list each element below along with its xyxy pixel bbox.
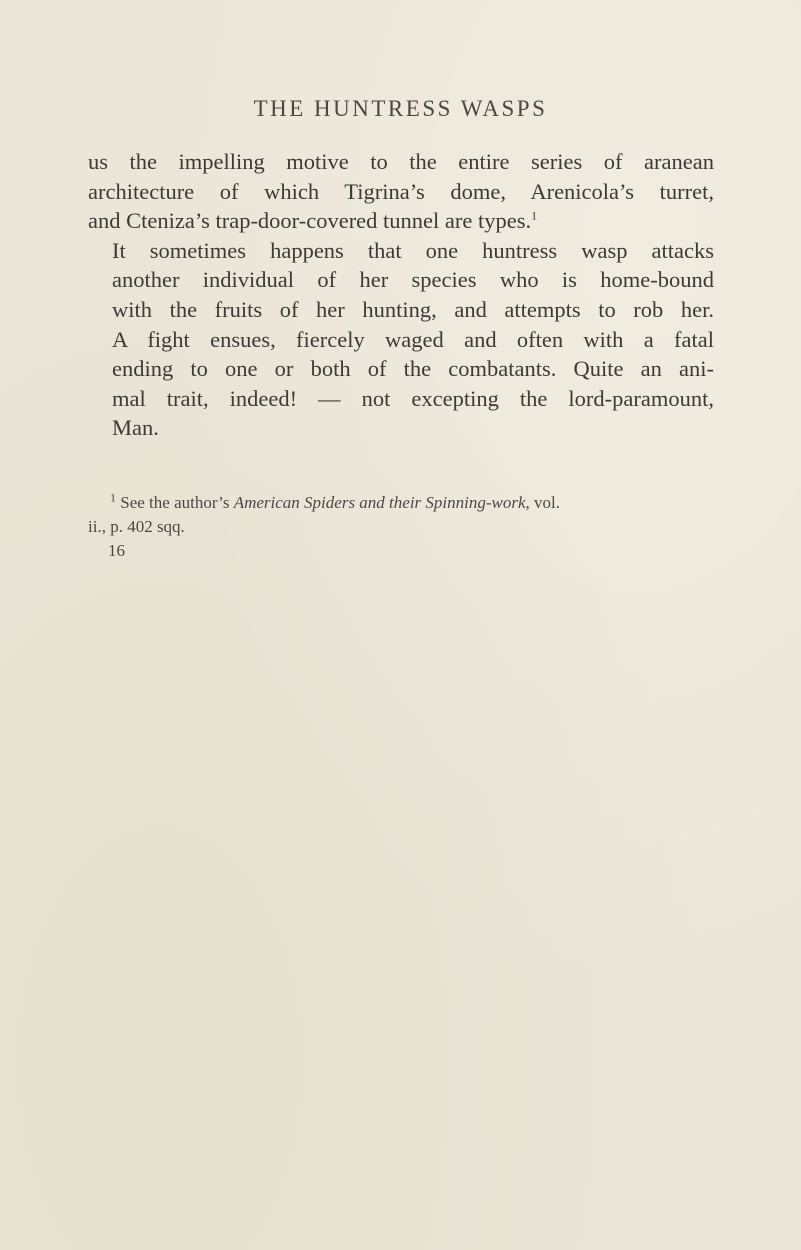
paragraph-2-line-7: Man. — [112, 415, 159, 441]
footnote-marker: 1 — [110, 490, 116, 505]
paragraph-1-line-3 — [88, 206, 714, 236]
signature-mark: 16 — [108, 541, 125, 560]
footnote — [88, 491, 714, 539]
paragraph-2-line-1: It sometimes happens that one huntress wasp attacks — [112, 237, 714, 263]
paragraph-2-line-2: another individual of her species who is home-bound — [112, 267, 714, 293]
paragraph-1-line-3-text: and Cteniza’s trap-door-covered tunnel are types. — [88, 208, 532, 234]
footnote-prefix: See the author’s — [120, 493, 230, 512]
footnote-line-1 — [88, 491, 714, 515]
running-head: THE HUNTRESS WASPS — [253, 96, 548, 121]
footnote-reference: 1 — [531, 208, 538, 223]
paragraph-1-line-1: us the impelling motive to the entire series of aranean — [88, 149, 714, 174]
paragraph-2-line-3: with the fruits of her hunting, and attempts to rob her. — [112, 296, 714, 322]
paragraph-1-line-2: architecture of which Tigrina’s dome, Arenicola’s turret, — [88, 178, 714, 204]
paragraph-2-line-5: ending to one or both of the combatants. Quite an ani- — [112, 356, 714, 382]
footnote-suffix: , vol. — [525, 493, 561, 512]
paragraph-2-line-4: A fight ensues, fiercely waged and often with a fatal — [112, 326, 714, 352]
footnote-book-title: American Spiders and their Spinning-work — [233, 493, 526, 512]
paragraph-1 — [88, 147, 714, 236]
paragraph-2-line-6: mal trait, indeed! — not excepting the lord-paramount, — [112, 385, 714, 411]
footnote-line-2: ii., p. 402 sqq. — [88, 517, 185, 536]
paragraph-2 — [88, 236, 714, 443]
body-text — [88, 147, 714, 443]
